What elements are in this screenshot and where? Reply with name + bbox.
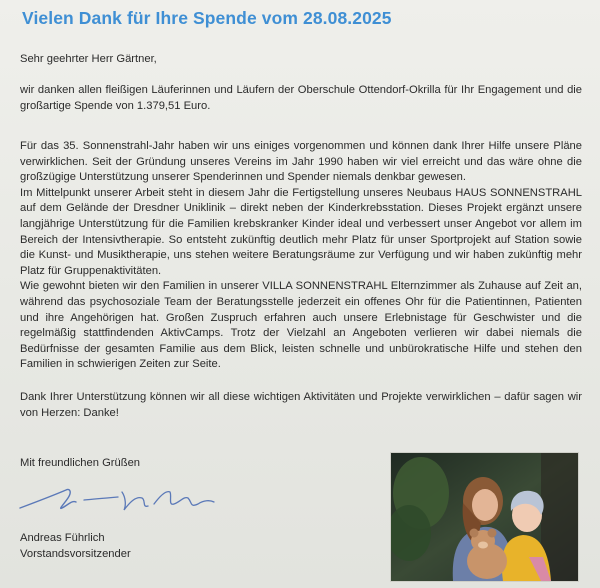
handwritten-signature bbox=[14, 478, 234, 520]
signer-block bbox=[20, 531, 131, 562]
signer-role: Vorstandsvorsitzender bbox=[20, 547, 131, 560]
paragraph-closing-thanks: Dank Ihrer Unterstützung können wir all diese wichtigen Aktivitäten und Projekte verwirklichen – dafür sagen wir von Herzen: Danke! bbox=[20, 391, 582, 419]
photo-illustration bbox=[391, 453, 578, 581]
salutation: Sehr geehrter Herr Gärtner, bbox=[20, 53, 157, 65]
closing-greeting: Mit freundlichen Grüßen bbox=[20, 457, 141, 469]
letter-title: Vielen Dank für Ihre Spende vom 28.08.2025 bbox=[22, 8, 392, 28]
paragraph-anniversary: Für das 35. Sonnenstrahl-Jahr haben wir uns einiges vorgenommen und können dank Ihrer Hilfe unsere Pläne verwirklichen. Seit der Gründung unseres Vereins im Jahr 1990 haben wir viel erreicht und das wäre ohne die großzügige Unterstützung unserer Spenderinnen und Spender niemals denkbar gewesen. bbox=[20, 140, 582, 184]
family-photo bbox=[390, 452, 579, 582]
signer-name: Andreas Führlich bbox=[20, 532, 105, 544]
paragraph-donation-thanks: wir danken allen fleißigen Läuferinnen und Läufern der Oberschule Ottendorf-Okrilla für Ihr Engagement und die großartige Spende von 1.379,51 Euro. bbox=[20, 84, 582, 112]
paragraph-new-building: Im Mittelpunkt unserer Arbeit steht in diesem Jahr die Fertigstellung unseres Neubaus HAUS SONNENSTRAHL auf dem Gelände der Dresdner Uniklinik – direkt neben der Kinderkrebsstation. Dieses Projekt ergänzt unsere langjährige Unterstützung für die Familien krebskranker Kinder ideal und verbessert unser Angebot vor allem im Bereich der Intensivtherapie. So entsteht zukünftig deutlich mehr Platz für unser Sportprojekt auf Station sowie die Kunst- und Musiktherapie, uns stehen weitere Beratungsräume zur Verfügung und wir haben zukünftig mehr Platz für Gruppenaktivitäten. bbox=[20, 186, 582, 277]
paragraph-projects bbox=[20, 139, 582, 373]
paragraph-villa: Wie gewohnt bieten wir den Familien in unserer VILLA SONNENSTRAHL Elternzimmer als Zuhause auf Zeit an, während das psychosoziale Team der Beratungsstelle jederzeit ein offenes Ohr für die Patientinnen, Patienten und ihre Angehörigen hat. Großen Zuspruch erfahren auch unsere Erlebnistage für Geschwister und die regelmäßig stattfindenden AktivCamps. Trotz der Vielzahl an Angeboten verlieren wir dabei niemals die Bedürfnisse der gesamten Familie aus dem Blick, leisten schnelle und unbürokratische Hilfe und stehen den Familien in schwierigen Zeiten zur Seite. bbox=[20, 280, 582, 371]
